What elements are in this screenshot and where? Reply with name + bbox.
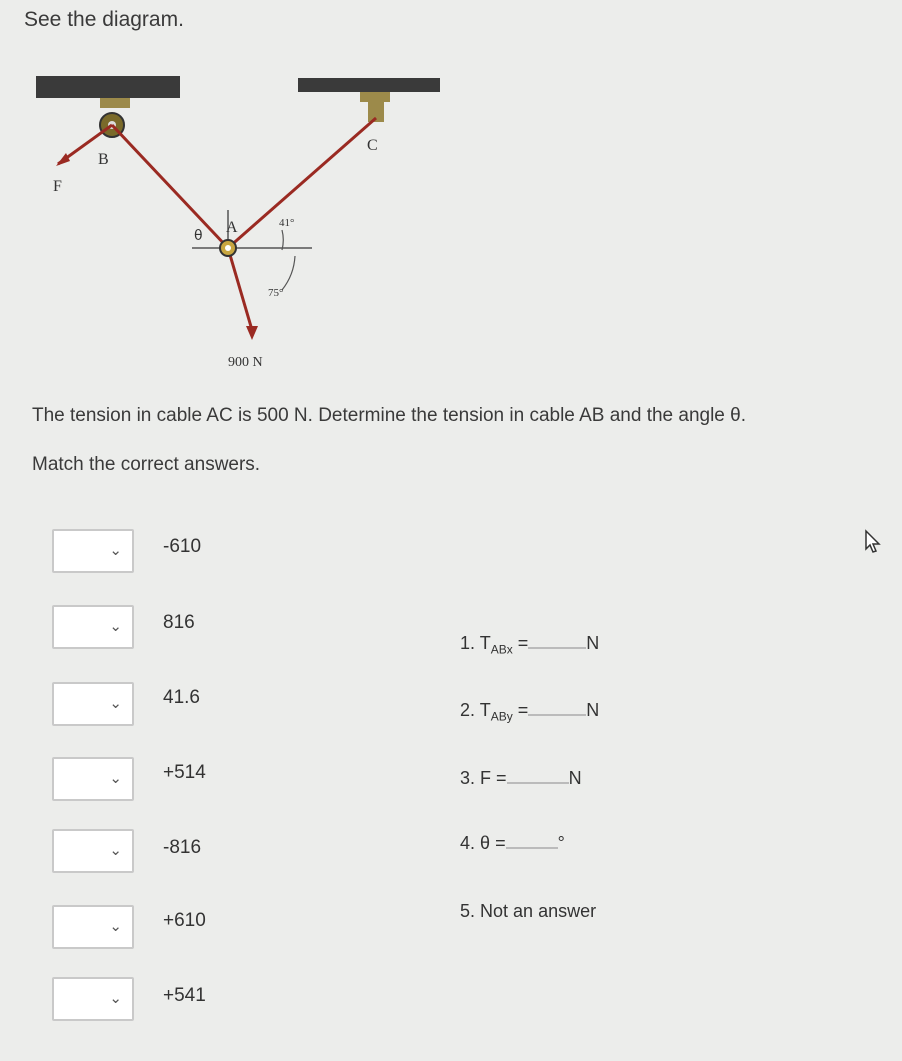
option-label: +610 <box>163 910 206 931</box>
chevron-down-icon: ⌄ <box>109 541 122 559</box>
chevron-down-icon: ⌄ <box>109 617 122 635</box>
bracket-c <box>360 92 390 102</box>
label-b: B <box>98 151 109 168</box>
option-label: 41.6 <box>163 687 200 708</box>
option-label: +514 <box>163 762 206 783</box>
chevron-down-icon: ⌄ <box>109 841 122 859</box>
option-label: +541 <box>163 985 206 1006</box>
mouse-pointer-icon <box>862 529 882 555</box>
label-angle-41: 41° <box>279 217 295 229</box>
answer-blank[interactable] <box>528 647 586 649</box>
answer-blank[interactable] <box>528 714 586 716</box>
ceiling-left <box>36 76 180 98</box>
chevron-down-icon: ⌄ <box>109 917 122 935</box>
answer-dropdown[interactable] <box>52 529 134 573</box>
force-diagram <box>20 60 460 390</box>
chevron-down-icon: ⌄ <box>109 989 122 1007</box>
label-c: C <box>367 137 378 154</box>
match-item-2: 2. $T_{ABy} = N$ <box>460 700 600 724</box>
match-item-5: 5. Not an answer <box>460 901 597 921</box>
ceiling-right <box>298 78 440 92</box>
cable-load <box>228 248 252 330</box>
answer-blank[interactable] <box>507 782 569 784</box>
match-item-4: 4. θ = ° <box>460 833 565 853</box>
answer-dropdown[interactable] <box>52 905 134 949</box>
bracket-b <box>100 98 130 108</box>
option-label: -816 <box>163 837 202 858</box>
chevron-down-icon: ⌄ <box>109 769 122 787</box>
answer-dropdown[interactable] <box>52 682 134 726</box>
cable-ac <box>228 118 376 248</box>
answer-blank[interactable] <box>506 847 558 849</box>
label-angle-75: 75° <box>268 287 284 299</box>
answer-dropdown[interactable] <box>52 829 134 873</box>
option-label: -610 <box>163 536 202 557</box>
answer-dropdown[interactable] <box>52 757 134 801</box>
arrow-load <box>246 326 258 340</box>
arrow-f <box>56 153 70 166</box>
question-text: The tension in cable AC is 500 N. Determine the tension in cable AB and the angle θ. <box>32 405 747 426</box>
label-a: A <box>226 219 238 236</box>
label-load: 900 N <box>228 355 263 370</box>
label-theta: θ <box>194 228 203 244</box>
chevron-down-icon: ⌄ <box>109 694 122 712</box>
match-item-1: 1. $T_{ABx} = N$ <box>460 633 600 657</box>
cable-ab <box>112 125 228 248</box>
heading: See the diagram. <box>24 8 184 31</box>
answer-dropdown[interactable] <box>52 977 134 1021</box>
option-label: 816 <box>163 612 195 633</box>
answer-dropdown[interactable] <box>52 605 134 649</box>
instruction-text: Match the correct answers. <box>32 454 261 475</box>
match-item-3: 3. F = N <box>460 768 582 788</box>
label-f: F <box>53 178 62 195</box>
